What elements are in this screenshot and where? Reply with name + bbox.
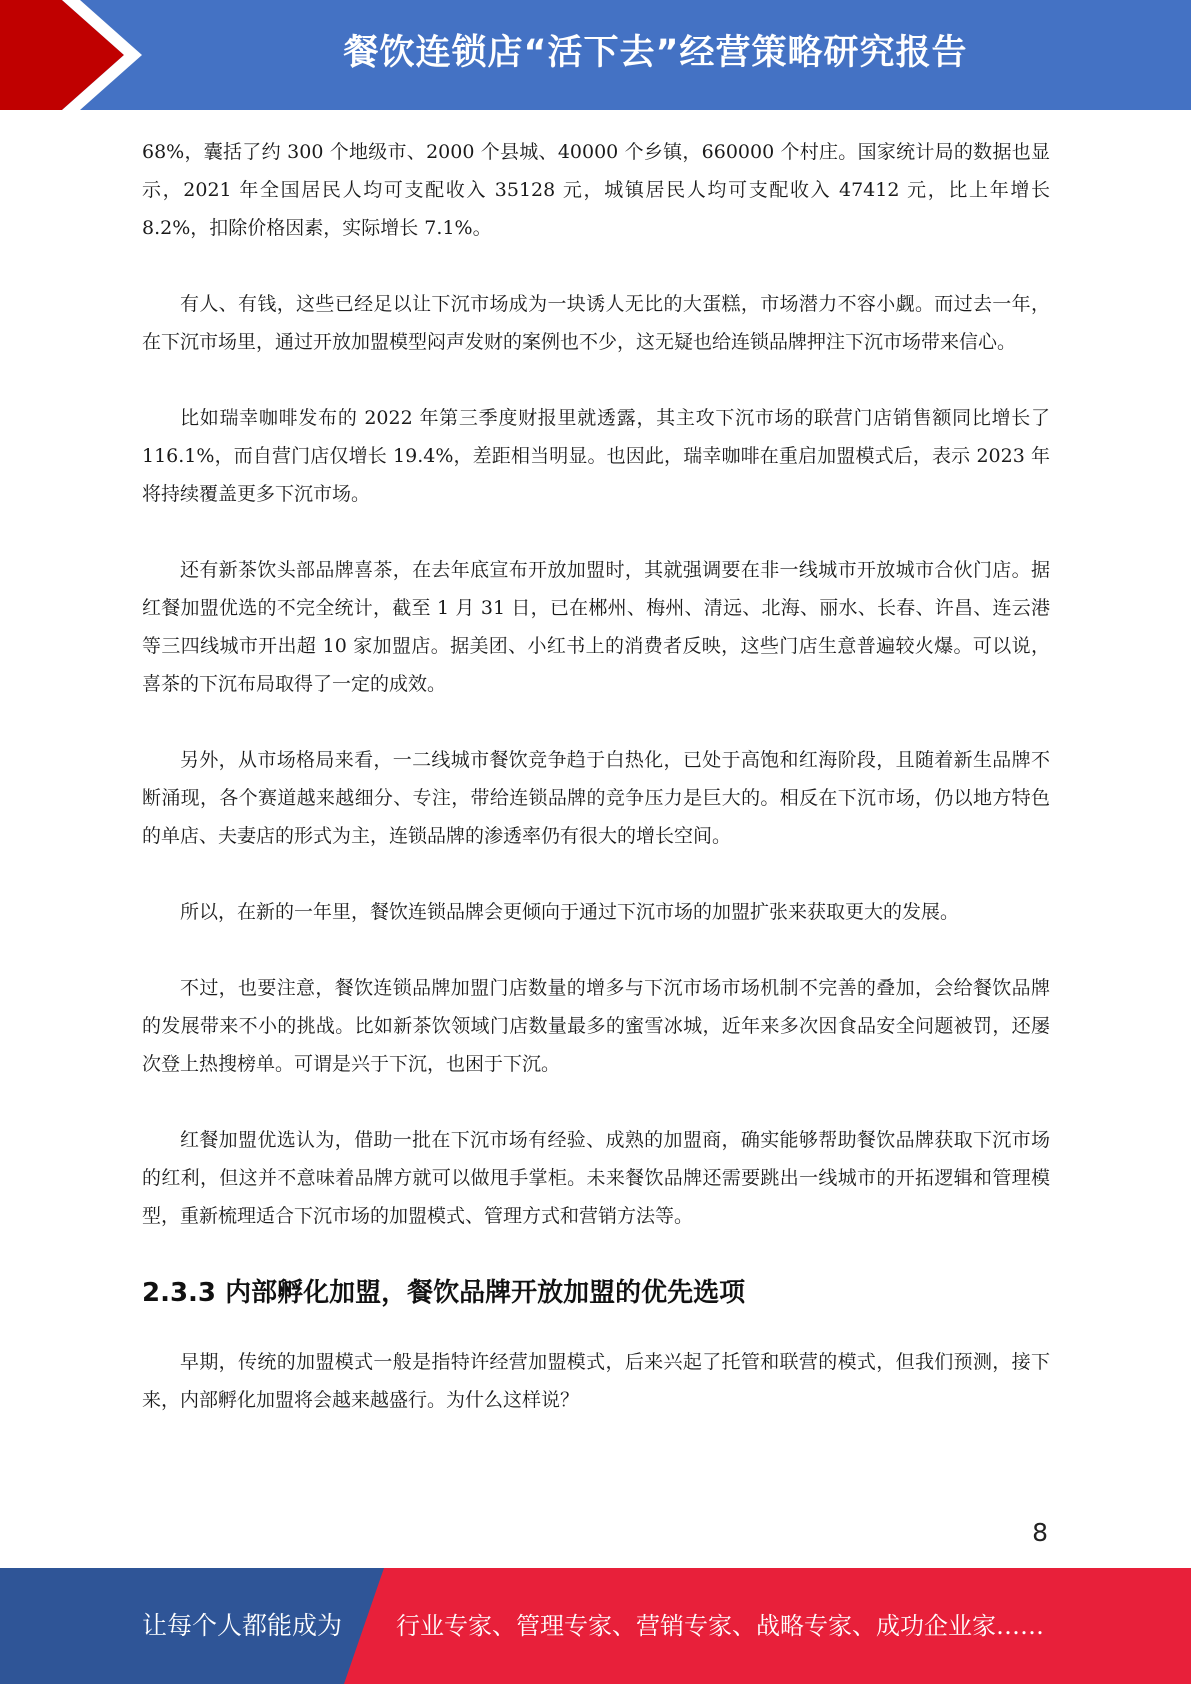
page-content (142, 133, 1050, 1457)
paragraph: 早期，传统的加盟模式一般是指特许经营加盟模式，后来兴起了托管和联营的模式，但我们预测，接下来，内部孵化加盟将会越来越盛行。为什么这样说？ (142, 1351, 1050, 1411)
paragraph: 所以，在新的一年里，餐饮连锁品牌会更倾向于通过下沉市场的加盟扩张来获取更大的发展。 (180, 901, 960, 923)
paragraph-continued: 68%，囊括了约 300 个地级市、2000 个县城、40000 个乡镇，660000 个村庄。国家统计局的数据也显示，2021 年全国居民人均可支配收入 35128 元，城镇居民人均可支配收入 47412 元，比上年增长 8.2%，扣除价格因素，实际增长 7.1%。 (142, 141, 1050, 239)
paragraph: 还有新茶饮头部品牌喜茶，在去年底宣布开放加盟时，其就强调要在非一线城市开放城市合伙门店。据红餐加盟优选的不完全统计，截至 1 月 31 日，已在郴州、梅州、清远、北海、丽水、长春、许昌、连云港等三四线城市开出超 10 家加盟店。据美团、小红书上的消费者反映，这些门店生意普遍较火爆。可以说，喜茶的下沉布局取得了一定的成效。 (142, 559, 1050, 695)
paragraph: 有人、有钱，这些已经足以让下沉市场成为一块诱人无比的大蛋糕，市场潜力不容小觑。而过去一年，在下沉市场里，通过开放加盟模型闷声发财的案例也不少，这无疑也给连锁品牌押注下沉市场带来信心。 (142, 293, 1050, 353)
report-title: 餐饮连锁店“活下去”经营策略研究报告 (343, 33, 968, 73)
page-footer (0, 1568, 1191, 1684)
page-number: 8 (1032, 1518, 1048, 1547)
paragraph: 不过，也要注意，餐饮连锁品牌加盟门店数量的增多与下沉市场市场机制不完善的叠加，会给餐饮品牌的发展带来不小的挑战。比如新茶饮领域门店数量最多的蜜雪冰城，近年来多次因食品安全问题被罚，还屡次登上热搜榜单。可谓是兴于下沉，也困于下沉。 (142, 977, 1050, 1075)
paragraph: 红餐加盟优选认为，借助一批在下沉市场有经验、成熟的加盟商，确实能够帮助餐饮品牌获取下沉市场的红利，但这并不意味着品牌方就可以做甩手掌柜。未来餐饮品牌还需要跳出一线城市的开拓逻辑和管理模型，重新梳理适合下沉市场的加盟模式、管理方式和营销方法等。 (142, 1129, 1050, 1227)
paragraph: 另外，从市场格局来看，一二线城市餐饮竞争趋于白热化，已处于高饱和红海阶段，且随着新生品牌不断涌现，各个赛道越来越细分、专注，带给连锁品牌的竞争压力是巨大的。相反在下沉市场，仍以地方特色的单店、夫妻店的形式为主，连锁品牌的渗透率仍有很大的增长空间。 (142, 749, 1050, 847)
header-chevron-decoration (0, 0, 160, 110)
footer-slogan-left: 让每个人都能成为 (142, 1611, 343, 1640)
paragraph: 比如瑞幸咖啡发布的 2022 年第三季度财报里就透露，其主攻下沉市场的联营门店销售额同比增长了 116.1%，而自营门店仅增长 19.4%，差距相当明显。也因此，瑞幸咖啡在重启加盟模式后，表示 2023 年将持续覆盖更多下沉市场。 (142, 407, 1050, 505)
page-header (0, 0, 1191, 110)
footer-slogan-right: 行业专家、管理专家、营销专家、战略专家、成功企业家…… (396, 1612, 1044, 1640)
section-heading: 2.3.3 内部孵化加盟，餐饮品牌开放加盟的优先选项 (142, 1278, 746, 1308)
